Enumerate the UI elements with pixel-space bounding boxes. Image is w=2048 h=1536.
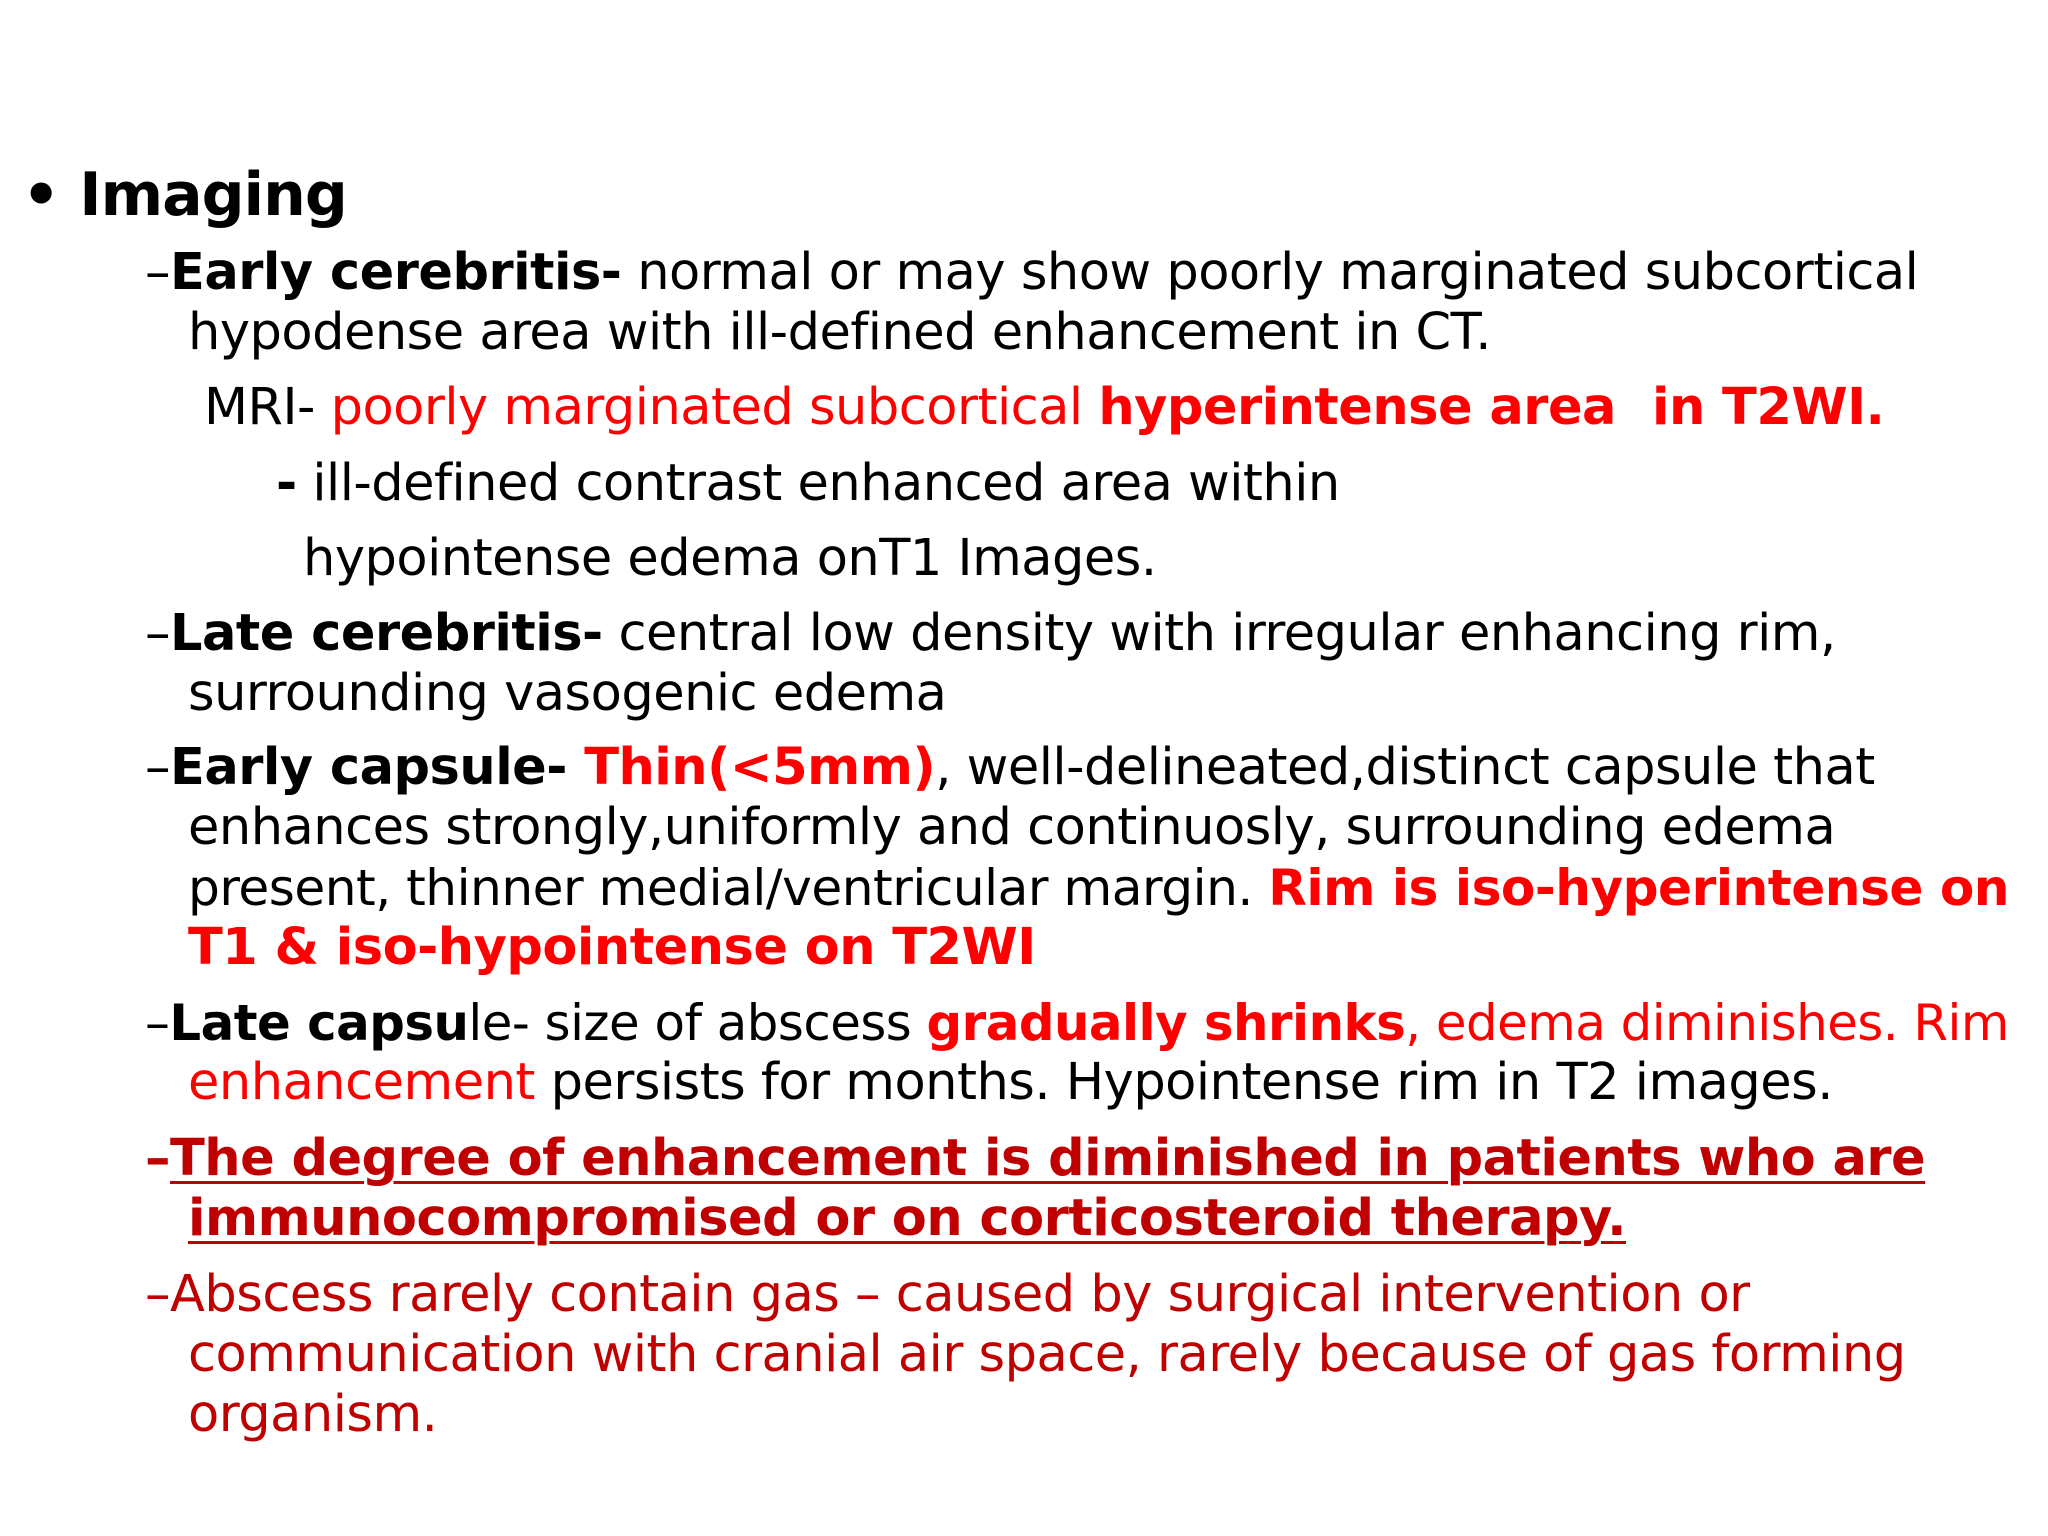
heading <box>22 160 347 230</box>
gas-note-text-3: organism. <box>188 1385 438 1444</box>
early-cerebritis-text: normal or may show poorly marginated subcortical <box>621 243 1919 302</box>
heading-bullet: • <box>22 160 60 230</box>
late-cerebritis-line1 <box>145 604 1836 664</box>
enhancement-note-text-1: The degree of enhancement is diminished in patients who are <box>170 1129 1926 1188</box>
early-cerebritis-line1 <box>145 243 1918 303</box>
early-cerebritis-text-2: hypodense area with ill-defined enhancement in CT. <box>188 303 1491 362</box>
late-capsule-term: Late capsu <box>169 994 469 1052</box>
early-capsule-line2 <box>188 798 1835 858</box>
dash: – <box>145 994 170 1052</box>
early-capsule-text: , well-delineated,distinct capsule that <box>935 738 1875 797</box>
early-capsule-rim-2: T1 & iso-hypointense on T2WI <box>188 918 1036 977</box>
mri-red-bold-1: hyperintense area <box>1098 378 1616 437</box>
gas-note-text-1: Abscess rarely contain gas – caused by surgical intervention or <box>170 1265 1750 1324</box>
late-capsule-red-2: enhancement <box>188 1053 535 1112</box>
gas-note-line3 <box>188 1385 437 1445</box>
sub-text-2: hypointense edema onT1 Images. <box>303 529 1157 588</box>
enhancement-note-line1 <box>145 1129 1925 1189</box>
early-capsule-rim: Rim is iso-hyperintense on <box>1268 858 2010 917</box>
sub-text-1: ill-defined contrast enhanced area within <box>296 454 1340 513</box>
sub-dash: - <box>276 454 297 513</box>
late-cerebritis-text: central low density with irregular enhancing rim, <box>602 604 1836 663</box>
dash: – <box>145 738 170 797</box>
late-cerebritis-line2 <box>188 664 946 724</box>
mri-sub-line2 <box>303 529 1157 589</box>
mri-line <box>204 378 1616 438</box>
late-capsule-red-bold: gradually shrinks <box>926 994 1406 1052</box>
early-capsule-line3 <box>188 858 2009 918</box>
mri-prefix: MRI- <box>204 378 331 437</box>
late-cerebritis-text-2: surrounding vasogenic edema <box>188 664 947 723</box>
late-capsule-text-2: persists for months. Hypointense rim in T2 images. <box>534 1053 1833 1112</box>
early-capsule-term: Early capsule- <box>170 738 585 797</box>
early-capsule-red: Thin(<5mm) <box>584 738 936 797</box>
mri-red-text: poorly marginated subcortical <box>330 378 1099 437</box>
mri-sub-line1 <box>276 454 1340 514</box>
heading-label: Imaging <box>79 160 347 230</box>
early-cerebritis-line2 <box>188 303 1491 363</box>
mri-line-tail <box>1652 378 1884 438</box>
early-capsule-line4 <box>188 918 1036 978</box>
mri-red-bold-2: in T2WI. <box>1652 378 1885 437</box>
gas-note-text-2: communication with cranial air space, rarely because of gas forming <box>188 1325 1906 1384</box>
enhancement-note-line2 <box>188 1189 1626 1249</box>
early-capsule-line1 <box>145 738 1875 798</box>
late-cerebritis-term: Late cerebritis- <box>170 604 603 663</box>
gas-note-line1 <box>145 1265 1750 1325</box>
early-cerebritis-term: Early cerebritis- <box>170 243 622 302</box>
gas-note-line2 <box>188 1325 1906 1385</box>
dash: – <box>145 243 170 302</box>
late-capsule-term-rest: le- size of abscess <box>468 994 927 1052</box>
dash: – <box>145 1265 170 1324</box>
late-capsule-line2 <box>188 1053 1833 1113</box>
late-capsule-red-text: , edema diminishes. Rim <box>1405 994 2009 1052</box>
late-capsule-line1 <box>145 993 2009 1053</box>
early-capsule-text-3: present, thinner medial/ventricular margin. <box>188 858 1269 917</box>
enhancement-note-text-2: immunocompromised or on corticosteroid therapy. <box>188 1189 1626 1248</box>
dash: – <box>145 1129 170 1188</box>
early-capsule-text-2: enhances strongly,uniformly and continuosly, surrounding edema <box>188 798 1836 857</box>
dash: – <box>145 604 170 663</box>
